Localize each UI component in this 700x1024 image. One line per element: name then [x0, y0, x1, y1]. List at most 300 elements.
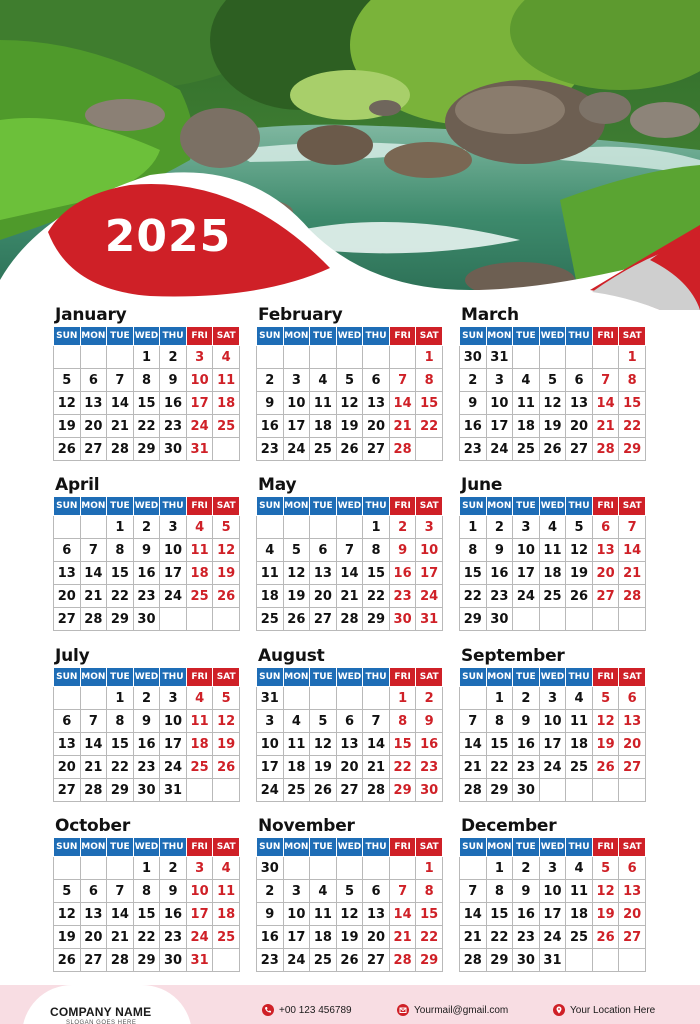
- weekday-header: FRI: [186, 668, 213, 687]
- day-cell: 3: [539, 857, 566, 880]
- week-row: [257, 369, 443, 392]
- month-title: November: [258, 816, 355, 836]
- weekday-header: TUE: [513, 327, 540, 346]
- day-cell: 1: [486, 687, 513, 710]
- week-row: [54, 710, 240, 733]
- weekday-header: WED: [133, 497, 160, 516]
- day-cell: 15: [133, 392, 160, 415]
- day-cell: 4: [283, 710, 310, 733]
- week-row: [257, 926, 443, 949]
- day-cell: 27: [592, 585, 619, 608]
- day-cell: 5: [54, 880, 81, 903]
- day-cell: 15: [389, 733, 416, 756]
- day-cell: [363, 687, 390, 710]
- day-cell: 4: [566, 687, 593, 710]
- day-cell: [513, 608, 540, 631]
- weekday-header: MON: [80, 497, 107, 516]
- day-cell: 1: [133, 346, 160, 369]
- day-cell: 18: [539, 562, 566, 585]
- week-row: [257, 733, 443, 756]
- day-cell: 6: [310, 539, 337, 562]
- day-cell: 28: [460, 949, 487, 972]
- day-cell: 7: [389, 369, 416, 392]
- day-cell: [310, 346, 337, 369]
- day-cell: 8: [363, 539, 390, 562]
- day-cell: [283, 687, 310, 710]
- mail-icon: [397, 1004, 409, 1016]
- month-june: [459, 474, 646, 631]
- week-row: [54, 756, 240, 779]
- week-row: [460, 926, 646, 949]
- day-cell: 20: [54, 756, 81, 779]
- month-table: [256, 667, 443, 802]
- weekday-header: WED: [336, 327, 363, 346]
- week-row: [257, 585, 443, 608]
- contact-location: [553, 1004, 655, 1016]
- day-cell: 23: [133, 756, 160, 779]
- day-cell: 25: [513, 438, 540, 461]
- day-cell: 28: [107, 949, 134, 972]
- day-cell: 12: [539, 392, 566, 415]
- week-row: [460, 438, 646, 461]
- day-cell: 15: [363, 562, 390, 585]
- day-cell: 10: [283, 392, 310, 415]
- day-cell: 28: [336, 608, 363, 631]
- day-cell: [460, 857, 487, 880]
- day-cell: 14: [80, 733, 107, 756]
- day-cell: 20: [619, 733, 646, 756]
- day-cell: 26: [213, 585, 240, 608]
- day-cell: 21: [460, 926, 487, 949]
- day-cell: 17: [513, 562, 540, 585]
- weekday-header: WED: [133, 327, 160, 346]
- day-cell: 14: [107, 392, 134, 415]
- weekday-header: SUN: [54, 668, 81, 687]
- day-cell: 16: [257, 415, 284, 438]
- weekday-header-row: [257, 668, 443, 687]
- week-row: [257, 608, 443, 631]
- day-cell: 2: [416, 687, 443, 710]
- weekday-header: SAT: [619, 668, 646, 687]
- weekday-header: SAT: [416, 497, 443, 516]
- day-cell: 19: [54, 926, 81, 949]
- day-cell: 1: [107, 687, 134, 710]
- weekday-header: TUE: [513, 497, 540, 516]
- week-row: [54, 516, 240, 539]
- day-cell: 22: [619, 415, 646, 438]
- day-cell: [566, 608, 593, 631]
- day-cell: 17: [160, 562, 187, 585]
- day-cell: 20: [310, 585, 337, 608]
- day-cell: 4: [213, 346, 240, 369]
- day-cell: 16: [486, 562, 513, 585]
- day-cell: 16: [389, 562, 416, 585]
- day-cell: 17: [257, 756, 284, 779]
- day-cell: 26: [310, 779, 337, 802]
- weekday-header: MON: [80, 838, 107, 857]
- day-cell: 16: [160, 392, 187, 415]
- month-july: [53, 645, 240, 802]
- day-cell: 2: [133, 687, 160, 710]
- day-cell: 29: [389, 779, 416, 802]
- day-cell: 11: [283, 733, 310, 756]
- day-cell: 30: [389, 608, 416, 631]
- day-cell: [160, 608, 187, 631]
- day-cell: 9: [160, 880, 187, 903]
- day-cell: 28: [389, 438, 416, 461]
- day-cell: [539, 608, 566, 631]
- month-table: [256, 837, 443, 972]
- day-cell: 25: [257, 608, 284, 631]
- weekday-header: SAT: [416, 838, 443, 857]
- day-cell: 10: [160, 539, 187, 562]
- day-cell: 20: [363, 415, 390, 438]
- day-cell: 27: [619, 756, 646, 779]
- week-row: [257, 880, 443, 903]
- day-cell: 10: [539, 710, 566, 733]
- day-cell: 7: [460, 710, 487, 733]
- day-cell: 16: [133, 562, 160, 585]
- weekday-header-row: [54, 497, 240, 516]
- weekday-header: SAT: [619, 497, 646, 516]
- day-cell: 26: [283, 608, 310, 631]
- weekday-header: MON: [283, 327, 310, 346]
- day-cell: 11: [257, 562, 284, 585]
- day-cell: 4: [513, 369, 540, 392]
- weekday-header: WED: [539, 497, 566, 516]
- weekday-header: MON: [283, 668, 310, 687]
- day-cell: 19: [539, 415, 566, 438]
- day-cell: 20: [619, 903, 646, 926]
- day-cell: 21: [592, 415, 619, 438]
- month-february: [256, 304, 443, 461]
- day-cell: 6: [336, 710, 363, 733]
- day-cell: 10: [283, 903, 310, 926]
- day-cell: 23: [257, 949, 284, 972]
- day-cell: 31: [416, 608, 443, 631]
- day-cell: 3: [160, 687, 187, 710]
- day-cell: 12: [54, 392, 81, 415]
- day-cell: 1: [133, 857, 160, 880]
- day-cell: 12: [54, 903, 81, 926]
- day-cell: [539, 346, 566, 369]
- day-cell: 12: [592, 880, 619, 903]
- day-cell: [389, 857, 416, 880]
- week-row: [54, 415, 240, 438]
- day-cell: 2: [133, 516, 160, 539]
- day-cell: 16: [160, 903, 187, 926]
- day-cell: 30: [160, 949, 187, 972]
- week-row: [460, 346, 646, 369]
- day-cell: 15: [486, 903, 513, 926]
- day-cell: 6: [80, 369, 107, 392]
- day-cell: [336, 687, 363, 710]
- day-cell: 5: [54, 369, 81, 392]
- week-row: [257, 687, 443, 710]
- day-cell: 13: [54, 733, 81, 756]
- day-cell: 11: [566, 710, 593, 733]
- weekday-header: FRI: [186, 497, 213, 516]
- day-cell: 30: [486, 608, 513, 631]
- weekday-header: SUN: [460, 838, 487, 857]
- weekday-header: SUN: [257, 327, 284, 346]
- weekday-header: SUN: [54, 838, 81, 857]
- day-cell: 3: [186, 857, 213, 880]
- day-cell: 5: [539, 369, 566, 392]
- day-cell: 9: [257, 903, 284, 926]
- day-cell: 31: [186, 949, 213, 972]
- week-row: [460, 608, 646, 631]
- week-row: [54, 857, 240, 880]
- day-cell: 17: [283, 926, 310, 949]
- weekday-header: MON: [486, 497, 513, 516]
- day-cell: 9: [416, 710, 443, 733]
- day-cell: 24: [416, 585, 443, 608]
- day-cell: 26: [54, 949, 81, 972]
- day-cell: 5: [566, 516, 593, 539]
- day-cell: 4: [257, 539, 284, 562]
- day-cell: 27: [54, 608, 81, 631]
- weekday-header-row: [54, 327, 240, 346]
- day-cell: 25: [186, 585, 213, 608]
- day-cell: 16: [133, 733, 160, 756]
- day-cell: 17: [186, 392, 213, 415]
- weekday-header: MON: [486, 838, 513, 857]
- day-cell: 3: [160, 516, 187, 539]
- day-cell: 8: [460, 539, 487, 562]
- day-cell: 20: [80, 415, 107, 438]
- day-cell: [80, 516, 107, 539]
- day-cell: 29: [486, 779, 513, 802]
- day-cell: 31: [257, 687, 284, 710]
- day-cell: 19: [213, 733, 240, 756]
- day-cell: 14: [389, 392, 416, 415]
- day-cell: [592, 608, 619, 631]
- day-cell: 17: [486, 415, 513, 438]
- week-row: [460, 949, 646, 972]
- day-cell: 14: [389, 903, 416, 926]
- day-cell: 12: [336, 903, 363, 926]
- day-cell: 7: [363, 710, 390, 733]
- day-cell: 9: [160, 369, 187, 392]
- day-cell: 7: [80, 539, 107, 562]
- weekday-header: WED: [539, 668, 566, 687]
- day-cell: 7: [336, 539, 363, 562]
- weekday-header: WED: [133, 668, 160, 687]
- week-row: [257, 346, 443, 369]
- month-january: [53, 304, 240, 461]
- day-cell: 11: [513, 392, 540, 415]
- day-cell: 2: [513, 857, 540, 880]
- week-row: [257, 562, 443, 585]
- day-cell: 25: [213, 926, 240, 949]
- weekday-header: MON: [283, 497, 310, 516]
- week-row: [460, 369, 646, 392]
- month-table: [53, 326, 240, 461]
- day-cell: 24: [160, 756, 187, 779]
- day-cell: 30: [133, 608, 160, 631]
- day-cell: 18: [310, 415, 337, 438]
- day-cell: 8: [486, 710, 513, 733]
- day-cell: 5: [592, 857, 619, 880]
- day-cell: 4: [566, 857, 593, 880]
- weekday-header: SUN: [257, 838, 284, 857]
- day-cell: 18: [186, 562, 213, 585]
- day-cell: 27: [80, 949, 107, 972]
- day-cell: 31: [486, 346, 513, 369]
- week-row: [460, 415, 646, 438]
- day-cell: 29: [460, 608, 487, 631]
- weekday-header: SUN: [54, 497, 81, 516]
- day-cell: 18: [213, 903, 240, 926]
- day-cell: 9: [133, 539, 160, 562]
- day-cell: 29: [107, 779, 134, 802]
- day-cell: 2: [160, 857, 187, 880]
- day-cell: 28: [107, 438, 134, 461]
- day-cell: 18: [213, 392, 240, 415]
- day-cell: 16: [460, 415, 487, 438]
- day-cell: 10: [186, 880, 213, 903]
- day-cell: 5: [336, 369, 363, 392]
- day-cell: 3: [283, 880, 310, 903]
- day-cell: 1: [107, 516, 134, 539]
- day-cell: [363, 346, 390, 369]
- day-cell: 11: [213, 369, 240, 392]
- weekday-header: FRI: [389, 327, 416, 346]
- day-cell: [213, 949, 240, 972]
- day-cell: 13: [310, 562, 337, 585]
- week-row: [257, 903, 443, 926]
- day-cell: 20: [592, 562, 619, 585]
- day-cell: 18: [566, 733, 593, 756]
- day-cell: 16: [513, 903, 540, 926]
- week-row: [257, 857, 443, 880]
- weekday-header: SUN: [54, 327, 81, 346]
- day-cell: [389, 346, 416, 369]
- day-cell: 18: [186, 733, 213, 756]
- day-cell: 21: [460, 756, 487, 779]
- day-cell: 25: [566, 756, 593, 779]
- day-cell: [619, 608, 646, 631]
- day-cell: [460, 687, 487, 710]
- week-row: [257, 392, 443, 415]
- day-cell: 13: [363, 903, 390, 926]
- day-cell: 3: [186, 346, 213, 369]
- day-cell: 29: [416, 949, 443, 972]
- day-cell: [80, 857, 107, 880]
- day-cell: 13: [566, 392, 593, 415]
- day-cell: 21: [107, 926, 134, 949]
- day-cell: 19: [310, 756, 337, 779]
- day-cell: 28: [80, 608, 107, 631]
- day-cell: 29: [133, 949, 160, 972]
- weekday-header: THU: [566, 668, 593, 687]
- day-cell: 13: [80, 392, 107, 415]
- day-cell: 29: [486, 949, 513, 972]
- month-table: [53, 667, 240, 802]
- day-cell: 21: [389, 926, 416, 949]
- day-cell: 17: [416, 562, 443, 585]
- week-row: [460, 779, 646, 802]
- day-cell: 11: [186, 539, 213, 562]
- month-march: [459, 304, 646, 461]
- day-cell: 1: [619, 346, 646, 369]
- day-cell: 17: [283, 415, 310, 438]
- weekday-header: WED: [336, 497, 363, 516]
- day-cell: 23: [460, 438, 487, 461]
- day-cell: 7: [107, 880, 134, 903]
- day-cell: 2: [160, 346, 187, 369]
- week-row: [257, 539, 443, 562]
- week-row: [257, 415, 443, 438]
- day-cell: [416, 438, 443, 461]
- day-cell: 27: [619, 926, 646, 949]
- day-cell: 21: [80, 756, 107, 779]
- week-row: [460, 687, 646, 710]
- week-row: [54, 585, 240, 608]
- week-row: [54, 562, 240, 585]
- month-title: August: [258, 646, 325, 666]
- weekday-header: MON: [283, 838, 310, 857]
- day-cell: 26: [592, 756, 619, 779]
- weekday-header: TUE: [310, 838, 337, 857]
- month-table: [256, 496, 443, 631]
- day-cell: [566, 949, 593, 972]
- day-cell: 4: [186, 516, 213, 539]
- day-cell: 26: [566, 585, 593, 608]
- day-cell: [336, 346, 363, 369]
- day-cell: 9: [486, 539, 513, 562]
- day-cell: 28: [460, 779, 487, 802]
- weekday-header-row: [460, 668, 646, 687]
- day-cell: 23: [513, 756, 540, 779]
- day-cell: 25: [186, 756, 213, 779]
- day-cell: 29: [363, 608, 390, 631]
- day-cell: 2: [257, 369, 284, 392]
- day-cell: 30: [513, 779, 540, 802]
- day-cell: 30: [257, 857, 284, 880]
- week-row: [54, 392, 240, 415]
- day-cell: 6: [619, 687, 646, 710]
- month-december: [459, 815, 646, 972]
- day-cell: 8: [486, 880, 513, 903]
- day-cell: 16: [257, 926, 284, 949]
- email-text: Yourmail@gmail.com: [414, 1004, 509, 1016]
- day-cell: 6: [566, 369, 593, 392]
- weekday-header: THU: [160, 668, 187, 687]
- day-cell: 7: [389, 880, 416, 903]
- day-cell: [283, 346, 310, 369]
- day-cell: 15: [486, 733, 513, 756]
- day-cell: 23: [160, 415, 187, 438]
- company-slogan: SLOGAN GOES HERE: [66, 1020, 137, 1024]
- day-cell: 1: [416, 857, 443, 880]
- day-cell: 28: [363, 779, 390, 802]
- weekday-header: WED: [336, 668, 363, 687]
- day-cell: [336, 516, 363, 539]
- month-title: October: [55, 816, 131, 836]
- day-cell: 30: [460, 346, 487, 369]
- day-cell: 22: [460, 585, 487, 608]
- day-cell: 28: [619, 585, 646, 608]
- week-row: [460, 857, 646, 880]
- day-cell: [213, 608, 240, 631]
- weekday-header: THU: [566, 497, 593, 516]
- weekday-header: THU: [160, 838, 187, 857]
- month-table: [459, 496, 646, 631]
- day-cell: 25: [566, 926, 593, 949]
- day-cell: 8: [107, 710, 134, 733]
